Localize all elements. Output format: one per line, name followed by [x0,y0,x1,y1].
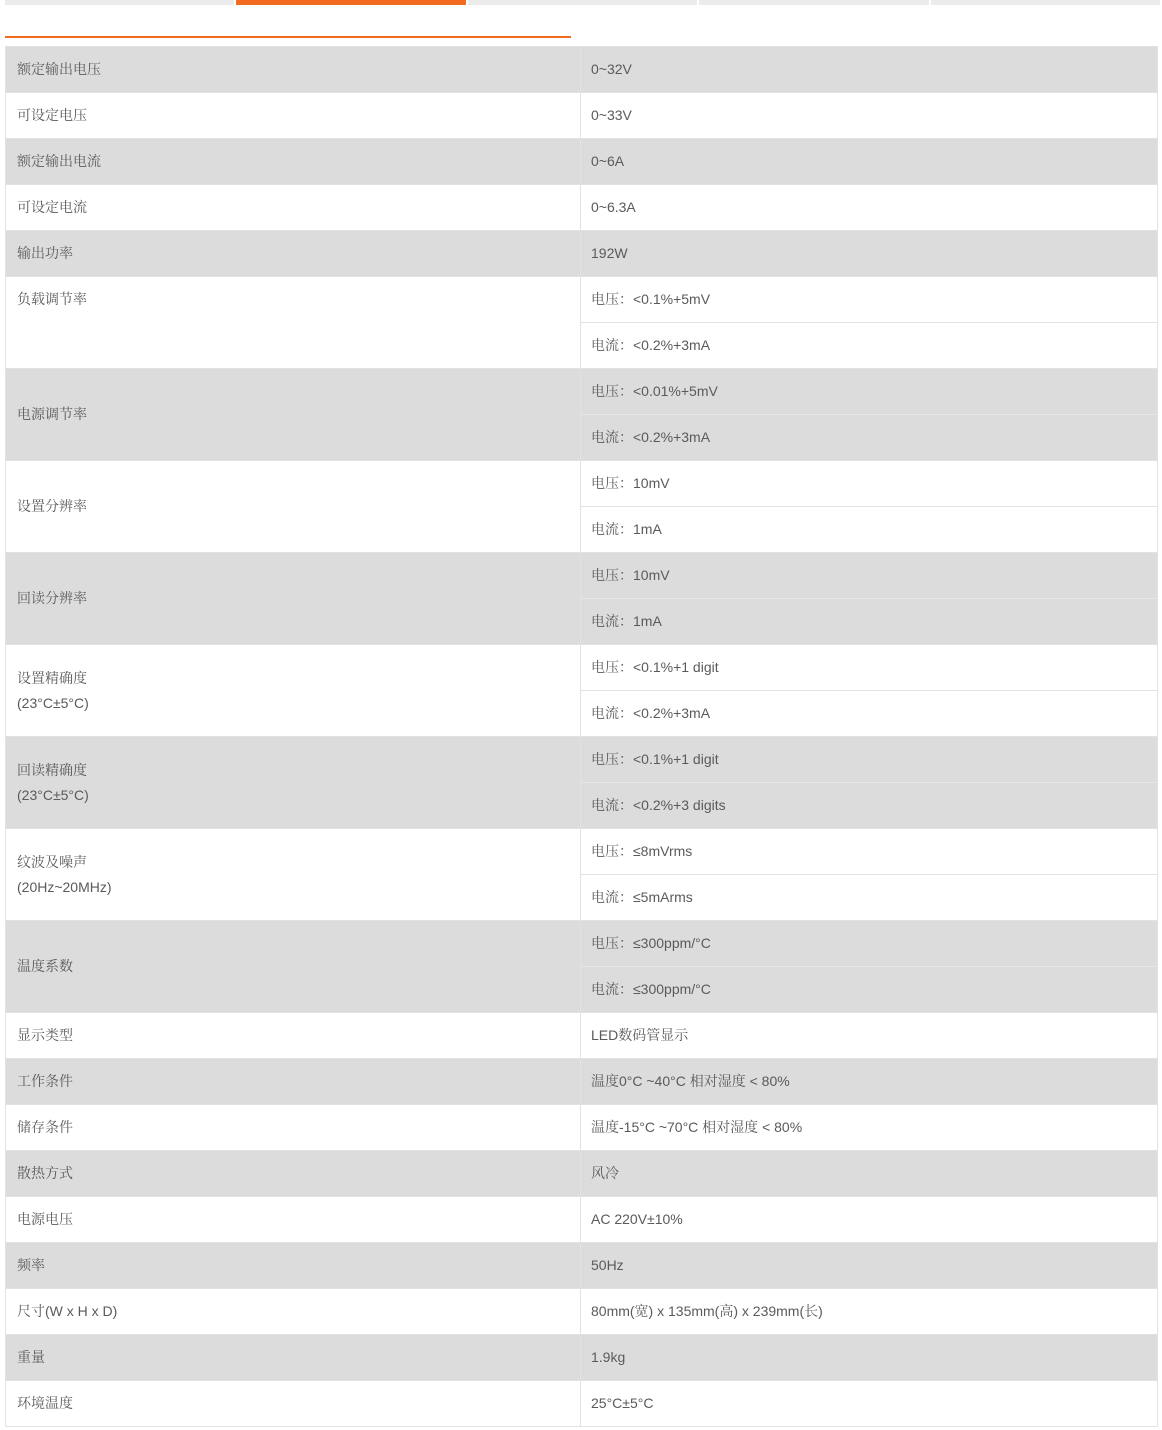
spec-label-cell [6,369,581,461]
spec-label-cell [6,47,581,93]
spec-value-cell [581,139,1157,185]
spec-value: 电流：≤300ppm/°C [591,981,711,997]
spec-value-cell [581,783,1157,829]
spec-label: 电源电压 [17,1211,73,1227]
spec-value: 电流：1mA [591,613,662,629]
spec-value-cell [581,1381,1157,1427]
spec-label: 温度系数 [17,958,73,974]
spec-label-cell [6,1013,581,1059]
spec-label: 回读分辨率 [17,590,87,606]
section-underline [5,36,571,38]
spec-label-cell [6,1105,581,1151]
spec-label-cell [6,1289,581,1335]
spec-value-cell [581,921,1157,967]
spec-value-cell [581,875,1157,921]
spec-value: 电压：≤8mVrms [591,843,693,859]
spec-value-cell [581,645,1157,691]
tab-bar [5,0,1160,5]
spec-label-cell [6,1381,581,1427]
spec-value-cell [581,1289,1157,1335]
spec-value: AC 220V±10% [591,1211,683,1227]
spec-value-cell [581,599,1157,645]
spec-value: 电压：≤300ppm/°C [591,935,711,951]
spec-value: 0~6A [591,153,625,169]
spec-label: 尺寸(W x H x D) [17,1303,118,1319]
spec-value: 电流：<0.2%+3mA [591,705,711,721]
spec-value: 电压：<0.1%+1 digit [591,659,719,675]
spec-value-cell [581,231,1157,277]
tab-5[interactable] [931,0,1160,5]
spec-label: 电源调节率 [17,406,87,422]
spec-label: 设置分辨率 [17,498,87,514]
spec-label-condition: (23°C±5°C) [17,694,89,711]
spec-label-cell [6,553,581,645]
spec-value-cell [581,691,1157,737]
spec-value-cell [581,1013,1157,1059]
spec-value-cell [581,1105,1157,1151]
tab-1[interactable] [5,0,234,5]
spec-label: 输出功率 [17,245,73,261]
spec-label-cell [6,461,581,553]
spec-value-cell [581,415,1157,461]
spec-value-cell [581,829,1157,875]
spec-value-cell [581,1197,1157,1243]
spec-value: 电流：≤5mArms [591,889,693,905]
spec-label: 可设定电流 [17,199,87,215]
spec-value: 50Hz [591,1257,624,1273]
spec-value: 电流：1mA [591,521,662,537]
spec-label-cell [6,1335,581,1381]
spec-label-cell [6,645,581,737]
spec-label: 额定输出电流 [17,153,101,169]
spec-value: 风冷 [591,1165,619,1181]
spec-label: 重量 [17,1349,45,1365]
spec-label-cell [6,277,581,369]
spec-label-cell [6,1059,581,1105]
spec-value-cell [581,369,1157,415]
spec-label: 额定输出电压 [17,61,101,77]
spec-value: 80mm(宽) x 135mm(高) x 239mm(长) [591,1303,823,1319]
spec-label-cell [6,829,581,921]
spec-value: 电压：10mV [591,567,670,583]
spec-label-condition: (20Hz~20MHz) [17,878,112,895]
spec-value: 电压：<0.1%+1 digit [591,751,719,767]
spec-label: 频率 [17,1257,45,1273]
spec-value-cell [581,93,1157,139]
spec-value: 0~6.3A [591,199,636,215]
spec-value-cell [581,277,1157,323]
spec-label: 纹波及噪声 [17,853,87,870]
spec-label: 环境温度 [17,1395,73,1411]
spec-value: 温度-15°C ~70°C 相对湿度 < 80% [591,1119,803,1135]
spec-label-cell [6,1243,581,1289]
spec-label-cell [6,93,581,139]
spec-label: 负载调节率 [17,291,87,307]
tab-4[interactable] [699,0,928,5]
spec-value: LED数码管显示 [591,1027,689,1043]
spec-value: 25°C±5°C [591,1395,654,1411]
spec-label-cell [6,737,581,829]
spec-table [5,46,1158,1427]
spec-value: 0~32V [591,61,632,77]
spec-value: 电压：<0.1%+5mV [591,291,711,307]
spec-label: 工作条件 [17,1073,73,1089]
spec-value-cell [581,47,1157,93]
spec-label: 回读精确度 [17,761,87,778]
spec-value: 电流：<0.2%+3mA [591,429,711,445]
spec-label: 显示类型 [17,1027,73,1043]
spec-value-cell [581,1151,1157,1197]
spec-label: 设置精确度 [17,669,87,686]
spec-value: 192W [591,245,628,261]
spec-value: 电压：<0.01%+5mV [591,383,718,399]
tab-3[interactable] [468,0,697,5]
spec-value-cell [581,1335,1157,1381]
spec-label-condition: (23°C±5°C) [17,786,89,803]
spec-label-cell [6,185,581,231]
spec-value-cell [581,461,1157,507]
spec-value-cell [581,323,1157,369]
spec-label: 散热方式 [17,1165,73,1181]
spec-value-cell [581,1059,1157,1105]
spec-value: 电流：<0.2%+3mA [591,337,711,353]
spec-value: 温度0°C ~40°C 相对湿度 < 80% [591,1073,790,1089]
spec-value-cell [581,507,1157,553]
spec-label: 可设定电压 [17,107,87,123]
spec-value-cell [581,737,1157,783]
spec-label-cell [6,231,581,277]
spec-label: 储存条件 [17,1119,73,1135]
spec-value-cell [581,1243,1157,1289]
spec-label-cell [6,921,581,1013]
tab-2[interactable] [236,0,465,5]
spec-value: 电压：10mV [591,475,670,491]
spec-value-cell [581,553,1157,599]
spec-label-cell [6,1151,581,1197]
spec-label-cell [6,1197,581,1243]
spec-value-cell [581,185,1157,231]
spec-value-cell [581,967,1157,1013]
spec-value: 电流：<0.2%+3 digits [591,797,726,813]
spec-value: 0~33V [591,107,632,123]
spec-value: 1.9kg [591,1349,626,1365]
spec-label-cell [6,139,581,185]
